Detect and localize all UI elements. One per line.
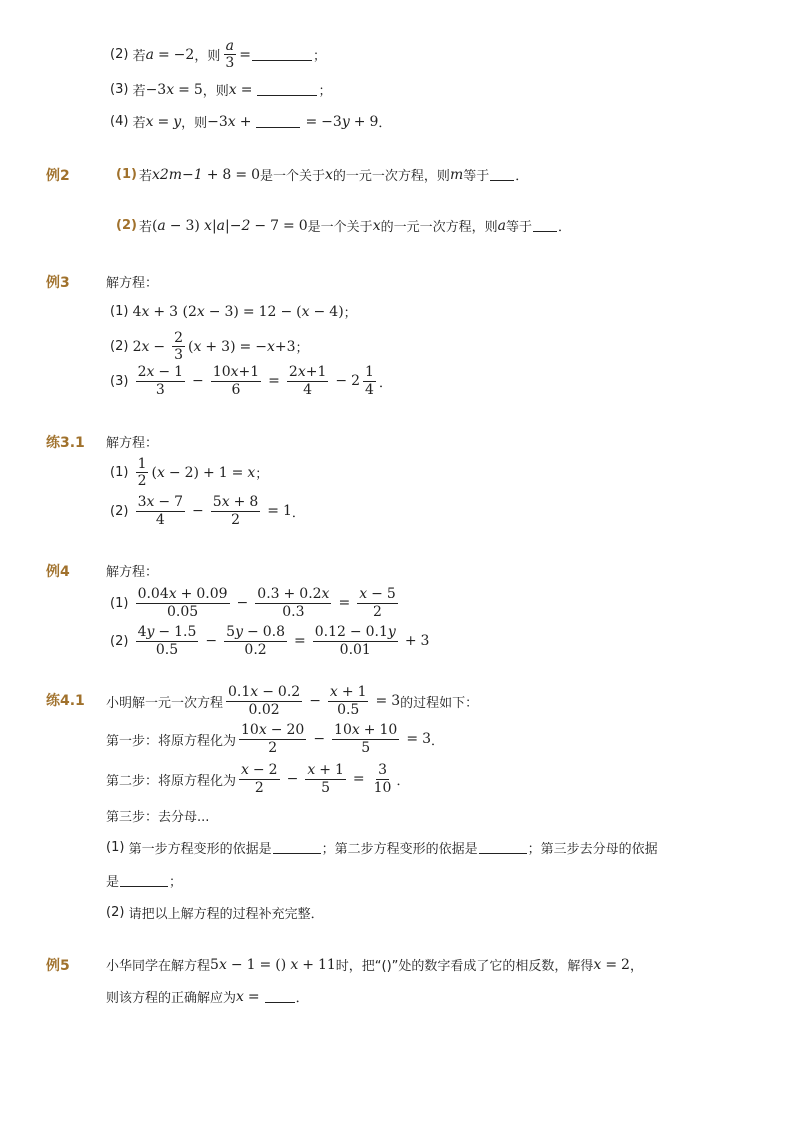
ex2-p2-number: (2)	[116, 218, 137, 233]
ex2-label: 例2	[46, 168, 70, 184]
pr31-eq2-number: (2)	[110, 503, 129, 519]
ex2-p2-blank	[533, 219, 557, 232]
ex2-p2-mid3: 等于	[505, 220, 532, 235]
pr41-q1-cont	[106, 871, 182, 890]
ex5-line2: 则该方程的正确解应为 x = ．	[106, 988, 309, 1006]
ex5-e: ．	[295, 991, 309, 1006]
ex2-p2: (2) 若 ( a − 3) x |a|−2 − 7 = 0 是一个关于 x 的一元一次方程，则 a 等于 ．	[116, 217, 571, 235]
q3-blank	[257, 83, 317, 96]
pr41-step1-frac2: $\frac{10x + 10}{5}$	[334, 722, 398, 756]
pr41-step2-frac3: $\frac{3}{10}$	[373, 762, 392, 796]
pr41-intro-frac1: $\frac{0.1x - 0.2}{0.02}$	[228, 684, 301, 718]
pr41-label: 练4.1	[46, 693, 85, 709]
q2-then: ，则	[194, 49, 221, 65]
q4-pre: 若	[132, 116, 146, 131]
ex3-eq3: (3) $\frac{2x - 1}{3}$ − $\frac{10x+1}{6}$ = $\frac{2x+1}{4}$ − 2 $\frac{1}{4}$ ．	[110, 364, 392, 398]
ex2-p1: (1) 若 x 2m−1 + 8 = 0 是一个关于 x 的一元一次方程，则 m 等于 ．	[116, 166, 529, 184]
pr31-eq1: (1) $\frac{1}{2}$ ( x − 2) + 1 = x ；	[110, 456, 269, 490]
q4-number: (4)	[110, 114, 129, 129]
pr41-step2-text: 第二步：将原方程化为	[106, 773, 237, 789]
pr41-q2	[106, 903, 324, 922]
pr41-intro-frac2: $\frac{x + 1}{0.5}$	[329, 684, 367, 718]
pr41-q2-number: (2)	[106, 905, 125, 920]
q3-then: ，则	[202, 84, 229, 99]
ex4-eq1-frac3: $\frac{x - 5}{2}$	[359, 586, 396, 620]
ex2-p2-end: ．	[557, 220, 571, 235]
ex4-intro: 解方程：	[106, 565, 159, 580]
ex2-p1-pre: 若	[138, 169, 152, 184]
q4-blank	[256, 115, 300, 128]
pr31-eq2-end: ．	[291, 505, 305, 521]
pr31-eq2-frac2: $\frac{5x + 8}{2}$	[212, 494, 259, 528]
q3-line: (3) 若 −3 x = 5 ，则 x = ；	[110, 81, 332, 99]
pr41-step3: 第三步：去分母...	[106, 810, 210, 825]
q4-end: ．	[378, 116, 392, 131]
ex2-p1-mid3: 等于	[463, 169, 490, 184]
ex4-eq1-frac2: $\frac{0.3 + 0.2x}{0.3}$	[257, 586, 330, 620]
ex3-eq3-frac1: $\frac{2x - 1}{3}$	[137, 364, 184, 398]
ex2-p1-end: ．	[515, 169, 529, 184]
ex4-eq2-frac2: $\frac{5y - 0.8}{0.2}$	[226, 624, 285, 658]
ex4-label: 例4	[46, 564, 70, 580]
ex4-eq1-frac1: $\frac{0.04x + 0.09}{0.05}$	[137, 586, 228, 620]
q2-blank	[252, 48, 312, 61]
ex3-eq3-frac3: $\frac{2x+1}{4}$	[288, 364, 327, 398]
q2-line: (2) 若 a = −2 ，则 $\frac{a}{3}$ = ；	[110, 38, 326, 72]
pr41-q1-b: ；第二步方程变形的依据是	[321, 842, 478, 857]
pr31-eq1-frac: $\frac{1}{2}$	[137, 456, 147, 490]
pr31-eq2-frac1: $\frac{3x - 7}{4}$	[137, 494, 184, 528]
ex2-p1-blank	[490, 168, 514, 181]
pr41-q1-c: ；第三步去分母的依据	[527, 842, 658, 857]
pr31-eq1-end: ；	[255, 467, 269, 483]
ex3-eq1-number: (1)	[110, 304, 129, 319]
ex3-eq2-frac: $\frac{2}{3}$	[174, 330, 184, 364]
ex3-eq3-end: ．	[378, 375, 392, 391]
ex2-p1-number: (1)	[116, 167, 137, 182]
ex5-line1: 小华同学在解方程 5 x − 1 = () x + 11 时，把“()”处的数字看成了它的相反数，解得 x = 2 ，	[106, 956, 643, 974]
ex4-eq1: (1) $\frac{0.04x + 0.09}{0.05}$ − $\frac{0.3 + 0.2x}{0.3}$ = $\frac{x - 5}{2}$	[110, 586, 396, 620]
pr41-q1-blank1	[273, 841, 321, 854]
q2-number: (2)	[110, 47, 129, 63]
ex3-intro: 解方程：	[106, 276, 159, 291]
ex4-eq1-number: (1)	[110, 595, 129, 611]
ex2-p2-pre: 若	[138, 220, 152, 235]
pr41-intro-post: 的过程如下：	[400, 695, 479, 711]
pr41-q1-end: ；	[169, 875, 183, 890]
ex3-eq2-number: (2)	[110, 339, 129, 355]
q2-end: ；	[312, 49, 326, 65]
ex4-eq2-frac1: $\frac{4y - 1.5}{0.5}$	[137, 624, 197, 658]
q4-then: ，则	[181, 116, 208, 131]
ex2-p2-mid2: 的一元一次方程，则	[380, 220, 498, 235]
ex3-label: 例3	[46, 275, 70, 291]
pr31-eq2: (2) $\frac{3x - 7}{4}$ − $\frac{5x + 8}{2}$ = 1 ．	[110, 494, 305, 528]
ex3-eq3-frac2: $\frac{10x+1}{6}$	[212, 364, 260, 398]
pr41-step2: 第二步：将原方程化为 $\frac{x - 2}{2}$ − $\frac{x + 1}{5}$ = $\frac{3}{10}$ ．	[106, 762, 410, 796]
pr41-intro-pre: 小明解一元一次方程	[106, 695, 224, 711]
pr41-q1-number: (1)	[106, 840, 125, 855]
ex5-d: 则该方程的正确解应为	[106, 991, 237, 1006]
ex3-eq3-number: (3)	[110, 373, 129, 389]
pr31-eq1-number: (1)	[110, 465, 129, 481]
q2-pre: 若	[132, 49, 146, 65]
pr41-q1-a: 第一步方程变形的依据是	[128, 842, 272, 857]
pr41-q1	[106, 838, 658, 857]
ex4-eq2: (2) $\frac{4y - 1.5}{0.5}$ − $\frac{5y - 0.8}{0.2}$ = $\frac{0.12 - 0.1y}{0.01}$ + 3	[110, 624, 430, 658]
ex3-eq1: (1) 4 x + 3 (2 x − 3) = 12 − ( x − 4) ；	[110, 303, 357, 321]
pr41-intro: 小明解一元一次方程 $\frac{0.1x - 0.2}{0.02}$ − $\frac{x + 1}{0.5}$ = 3 的过程如下：	[106, 684, 479, 718]
pr41-q1-blank3	[120, 874, 168, 887]
q3-pre: 若	[132, 84, 146, 99]
pr41-step1-frac1: $\frac{10x - 20}{2}$	[241, 722, 305, 756]
ex4-eq2-frac3: $\frac{0.12 - 0.1y}{0.01}$	[314, 624, 396, 658]
ex2-p1-mid2: 的一元一次方程，则	[332, 169, 450, 184]
pr41-step1: 第一步：将原方程化为 $\frac{10x - 20}{2}$ − $\frac{10x + 10}{5}$ = 3 ．	[106, 722, 445, 756]
pr41-step2-frac2: $\frac{x + 1}{5}$	[307, 762, 344, 796]
ex5-c: ，	[629, 959, 643, 974]
ex2-p1-mid: 是一个关于	[260, 169, 326, 184]
ex5-label: 例5	[46, 958, 70, 974]
pr41-q2-text: 请把以上解方程的过程补充完整．	[128, 907, 324, 922]
pr31-intro: 解方程：	[106, 436, 159, 451]
pr41-step1-text: 第一步：将原方程化为	[106, 733, 237, 749]
ex5-blank	[265, 990, 295, 1003]
ex3-eq1-end: ；	[343, 306, 357, 321]
q4-line: (4) 若 x = y ，则 −3 x + = −3 y + 9 ．	[110, 113, 392, 131]
pr31-label: 练3.1	[46, 435, 85, 451]
pr41-q1-d: 是	[106, 875, 120, 890]
q2-fraction: $\frac{a}{3}$	[225, 38, 235, 72]
ex3-eq3-frac4: $\frac{1}{4}$	[365, 364, 374, 398]
q3-number: (3)	[110, 82, 129, 97]
ex3-eq2-end: ；	[295, 341, 309, 357]
ex5-b: 时，把“()”处的数字看成了它的相反数，解得	[335, 959, 594, 974]
ex4-eq2-number: (2)	[110, 633, 129, 649]
ex3-eq2: (2) 2 x − $\frac{2}{3}$ ( x + 3) = − x +3 ；	[110, 330, 309, 364]
q2-eq: a	[145, 46, 154, 63]
pr41-q1-blank2	[479, 841, 527, 854]
ex5-a: 小华同学在解方程	[106, 959, 211, 974]
pr41-step2-frac1: $\frac{x - 2}{2}$	[241, 762, 278, 796]
ex2-p2-mid: 是一个关于	[307, 220, 373, 235]
q3-end: ；	[318, 84, 332, 99]
